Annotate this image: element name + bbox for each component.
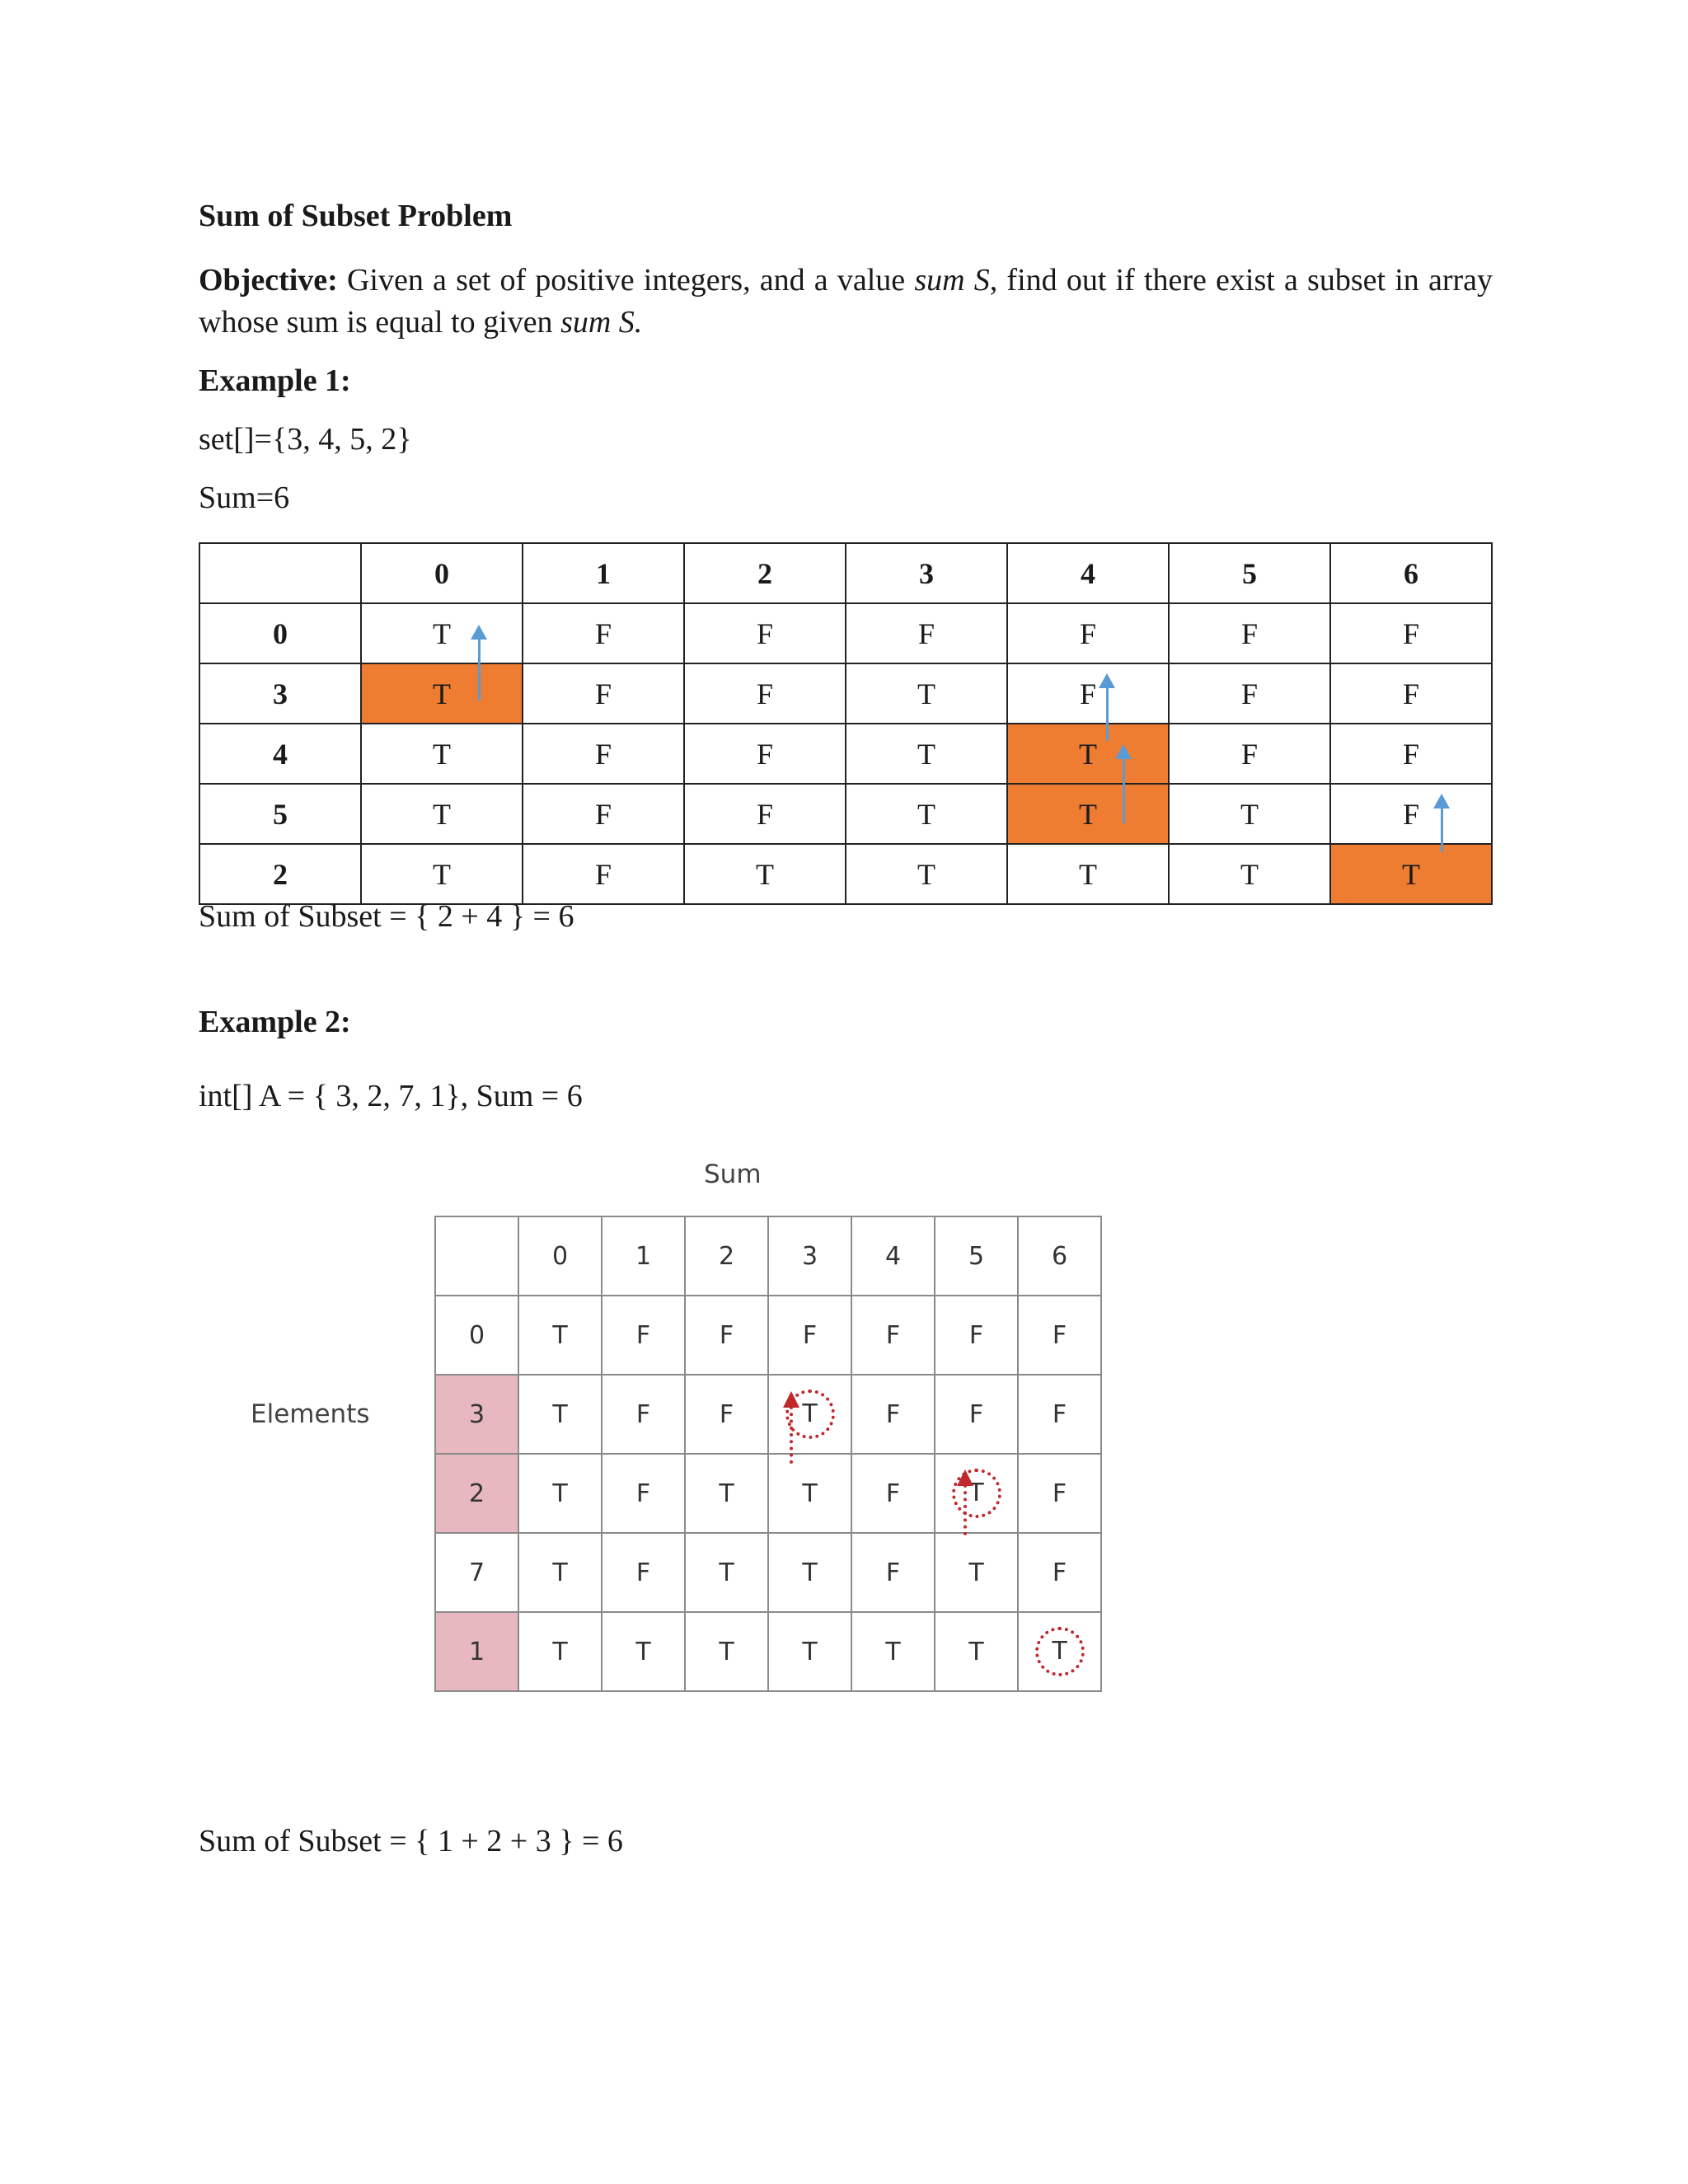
table-cell: F — [1330, 663, 1492, 724]
table-cell: T — [768, 1454, 851, 1533]
circled-cell-marker: T — [952, 1469, 1001, 1518]
highlighted-cell: T — [361, 663, 523, 724]
table-cell: T — [685, 1612, 768, 1691]
page-title: Sum of Subset Problem — [199, 199, 513, 233]
table-cell: T — [361, 603, 523, 663]
objective-em-1: sum S — [914, 263, 990, 298]
table-cell: 0 — [361, 543, 523, 603]
table-cell: 1 — [602, 1216, 685, 1296]
table-cell — [935, 1454, 1018, 1533]
table-cell: F — [1018, 1533, 1101, 1612]
table-cell: T — [768, 1612, 851, 1691]
table-cell: F — [684, 603, 846, 663]
table-row — [199, 724, 1492, 784]
table-cell: F — [685, 1296, 768, 1375]
table-cell — [199, 543, 361, 603]
highlighted-cell: T — [1330, 844, 1492, 904]
table-cell: T — [518, 1533, 602, 1612]
table-row — [435, 1612, 1101, 1691]
table-cell: 6 — [1018, 1216, 1101, 1296]
highlighted-cell: T — [1007, 724, 1169, 784]
table-cell: F — [1018, 1375, 1101, 1454]
table-cell: T — [1169, 844, 1330, 904]
table-cell: 3 — [846, 543, 1007, 603]
table-cell: T — [518, 1296, 602, 1375]
table-cell: F — [1169, 724, 1330, 784]
circled-cell-marker: T — [785, 1390, 835, 1439]
table-cell: F — [935, 1375, 1018, 1454]
figure-elements-label: Elements — [251, 1399, 370, 1429]
table-cell: 3 — [199, 663, 361, 724]
table-cell: 2 — [199, 844, 361, 904]
table-cell: T — [685, 1454, 768, 1533]
table-row — [199, 663, 1492, 724]
table-cell: 5 — [935, 1216, 1018, 1296]
highlighted-cell: 3 — [435, 1375, 518, 1454]
objective-paragraph — [199, 260, 1493, 344]
table-cell — [435, 1216, 518, 1296]
table-row — [435, 1454, 1101, 1533]
table-cell: 4 — [199, 724, 361, 784]
table-cell: T — [768, 1533, 851, 1612]
example2-result: Sum of Subset = { 1 + 2 + 3 } = 6 — [199, 1824, 623, 1858]
table-cell: F — [602, 1296, 685, 1375]
table-cell: 6 — [1330, 543, 1492, 603]
table-cell: 4 — [851, 1216, 935, 1296]
table-cell: T — [684, 844, 846, 904]
table-cell: 5 — [199, 784, 361, 844]
table-cell: F — [1169, 663, 1330, 724]
table-row — [435, 1375, 1101, 1454]
table-cell: F — [1330, 724, 1492, 784]
table-cell: T — [1007, 844, 1169, 904]
example1-set-line: set[]={3, 4, 5, 2} — [199, 422, 412, 457]
table-cell: F — [684, 784, 846, 844]
table-cell: F — [851, 1533, 935, 1612]
example2-table — [434, 1216, 1102, 1692]
table-cell: F — [685, 1375, 768, 1454]
table-cell: 0 — [435, 1296, 518, 1375]
table-cell: T — [361, 844, 523, 904]
figure-sum-label: Sum — [704, 1160, 762, 1189]
table-cell: F — [523, 663, 684, 724]
table-cell: 5 — [1169, 543, 1330, 603]
table-cell: T — [846, 724, 1007, 784]
table-cell: 2 — [685, 1216, 768, 1296]
table-cell: T — [846, 784, 1007, 844]
table-cell: F — [523, 844, 684, 904]
highlighted-cell: 1 — [435, 1612, 518, 1691]
table-cell: F — [684, 724, 846, 784]
table-cell — [1018, 1612, 1101, 1691]
table-cell: F — [846, 603, 1007, 663]
example2-heading: Example 2: — [199, 1005, 351, 1039]
table-cell: F — [602, 1375, 685, 1454]
table-row — [199, 603, 1492, 663]
circled-cell-marker: T — [1035, 1627, 1085, 1676]
table-cell: F — [523, 784, 684, 844]
table-cell: F — [1169, 603, 1330, 663]
table-cell: T — [851, 1612, 935, 1691]
table-cell: 3 — [768, 1216, 851, 1296]
table-cell: T — [685, 1533, 768, 1612]
example1-sum-line: Sum=6 — [199, 480, 290, 515]
table-cell: 1 — [523, 543, 684, 603]
table-cell: T — [1169, 784, 1330, 844]
table-cell: F — [851, 1375, 935, 1454]
table-cell: F — [602, 1454, 685, 1533]
table-row — [435, 1533, 1101, 1612]
highlighted-cell: 2 — [435, 1454, 518, 1533]
table-cell: T — [602, 1612, 685, 1691]
table-cell: T — [518, 1375, 602, 1454]
table-cell — [768, 1375, 851, 1454]
table-cell: 0 — [199, 603, 361, 663]
example1-heading: Example 1: — [199, 363, 351, 398]
table-cell: F — [684, 663, 846, 724]
table-header-row — [199, 543, 1492, 603]
table-row — [199, 784, 1492, 844]
table-cell: F — [523, 724, 684, 784]
table-cell: F — [602, 1533, 685, 1612]
table-cell: 0 — [518, 1216, 602, 1296]
table-cell: F — [1018, 1454, 1101, 1533]
table-cell: 4 — [1007, 543, 1169, 603]
table-cell: 2 — [684, 543, 846, 603]
objective-text-2: , find out if there exist a subset in array whose sum is equal to given — [199, 263, 1493, 340]
example2-array-line: int[] A = { 3, 2, 7, 1}, Sum = 6 — [199, 1079, 583, 1113]
table-cell: T — [518, 1612, 602, 1691]
table-cell: T — [935, 1533, 1018, 1612]
example1-result: Sum of Subset = { 2 + 4 } = 6 — [199, 899, 574, 934]
highlighted-cell: T — [1007, 784, 1169, 844]
table-cell: T — [846, 844, 1007, 904]
table-row — [435, 1296, 1101, 1375]
table-cell: T — [361, 724, 523, 784]
table-cell: F — [851, 1296, 935, 1375]
table-cell: F — [935, 1296, 1018, 1375]
table-header-row — [435, 1216, 1101, 1296]
table-cell: F — [768, 1296, 851, 1375]
table-cell: T — [846, 663, 1007, 724]
table-cell: T — [361, 784, 523, 844]
table-cell: F — [1007, 603, 1169, 663]
table-cell: F — [523, 603, 684, 663]
table-cell: T — [518, 1454, 602, 1533]
objective-text-1: Given a set of positive integers, and a value — [337, 263, 915, 298]
table-cell: F — [851, 1454, 935, 1533]
table-cell: 7 — [435, 1533, 518, 1612]
table-cell: F — [1007, 663, 1169, 724]
table-cell: F — [1330, 603, 1492, 663]
table-cell: T — [935, 1612, 1018, 1691]
objective-em-2: sum S. — [560, 305, 643, 340]
table-row — [199, 844, 1492, 904]
table-cell: F — [1018, 1296, 1101, 1375]
objective-label: Objective: — [199, 263, 338, 298]
table-cell: F — [1330, 784, 1492, 844]
example1-table — [199, 542, 1493, 905]
